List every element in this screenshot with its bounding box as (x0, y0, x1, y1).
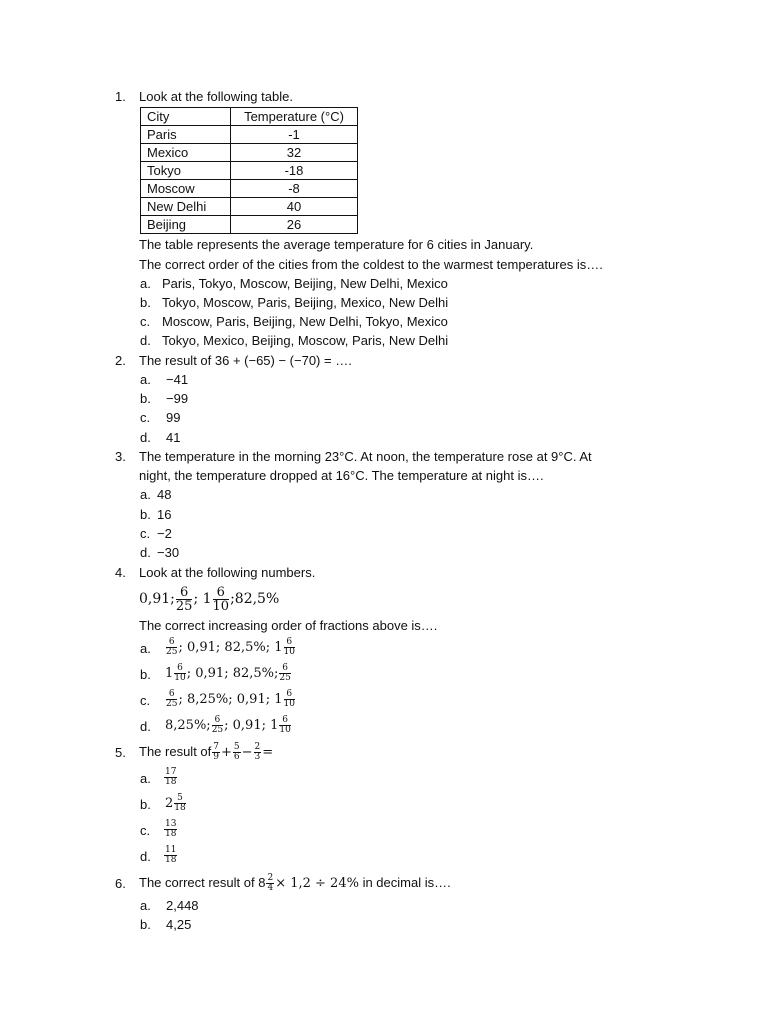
numerator: 13 (165, 819, 177, 829)
numerator: 2 (267, 873, 274, 883)
operator: + (221, 745, 232, 760)
denominator: 18 (174, 803, 186, 813)
option-label: a. (140, 771, 151, 786)
denominator: 18 (165, 777, 177, 787)
numerator: 6 (212, 716, 223, 726)
option-text: 99 (166, 410, 181, 425)
table-cell-temperature: 26 (231, 216, 358, 234)
table-row (141, 216, 358, 234)
fraction (233, 743, 241, 762)
option-expression (163, 842, 178, 870)
option-text: Tokyo, Mexico, Beijing, Moscow, Paris, New Delhi (162, 333, 449, 348)
option-label: a. (140, 898, 151, 913)
question-text: The temperature in the morning 23°C. At noon, the temperature rose at 9°C. At (139, 449, 592, 464)
denominator: 25 (166, 647, 178, 657)
denominator: 3 (254, 752, 261, 762)
denominator: 10 (174, 673, 186, 683)
expression-text: × 1,2 ÷ 24% (275, 876, 359, 891)
percentage: ;82,5% (230, 591, 280, 607)
numerator: 5 (233, 742, 240, 752)
question-number: 3. (115, 449, 126, 464)
question-number: 6. (115, 876, 126, 891)
denominator: 9 (213, 752, 219, 762)
fraction (166, 638, 177, 657)
option-text: Tokyo, Moscow, Paris, Beijing, Mexico, New Delhi (162, 295, 449, 310)
option-text: −2 (157, 526, 172, 541)
option-label: a. (140, 276, 151, 291)
fraction (279, 716, 290, 735)
option-expression (163, 764, 178, 792)
option-label: a. (140, 372, 151, 387)
fraction (212, 716, 223, 735)
option-expression (163, 816, 178, 844)
whole-number: 2 (165, 796, 174, 811)
table-cell-temperature: 40 (231, 198, 358, 216)
fraction (279, 664, 290, 683)
table-row (141, 126, 358, 144)
question-number: 5. (115, 745, 126, 760)
numerator: 6 (279, 716, 290, 726)
numerator: 6 (213, 586, 230, 600)
question-text: The correct increasing order of fractions above is…. (139, 618, 438, 633)
fraction (212, 743, 220, 762)
option-expression (165, 634, 296, 662)
option-label: b. (140, 507, 151, 522)
option-text: 4,25 (166, 917, 192, 932)
numerator: 6 (174, 664, 185, 674)
option-label: b. (140, 391, 151, 406)
table-row (141, 162, 358, 180)
fraction (266, 874, 274, 893)
option-label: c. (140, 314, 151, 329)
fraction (176, 586, 193, 613)
table-cell-temperature: -1 (231, 126, 358, 144)
prompt-text: in decimal is…. (362, 875, 451, 890)
option-text: Moscow, Paris, Beijing, New Delhi, Tokyo, Mexico (162, 314, 448, 329)
fraction (284, 638, 295, 657)
option-label: d. (140, 430, 151, 445)
option-label: c. (140, 693, 151, 708)
table-cell-temperature: -8 (231, 180, 358, 198)
whole-number: 1 (202, 591, 212, 607)
option-text: ; 0,91; 82,5%; (186, 666, 279, 681)
denominator: 25 (175, 598, 193, 614)
table-row (141, 144, 358, 162)
table-cell-city: Tokyo (141, 162, 231, 180)
option-text: −99 (166, 391, 189, 406)
denominator: 10 (283, 699, 295, 709)
question-prompt (139, 738, 273, 767)
option-text: 16 (157, 507, 172, 522)
question-prompt: The result of 36 + (−65) − (−70) = …. (139, 353, 352, 368)
table-cell-city: Moscow (141, 180, 231, 198)
fraction (284, 690, 295, 709)
number-decimal: 0,91; (139, 591, 175, 607)
option-text: −41 (166, 372, 189, 387)
option-label: d. (140, 719, 151, 734)
fraction (164, 820, 177, 839)
option-label: d. (140, 849, 151, 864)
denominator: 10 (279, 725, 291, 735)
option-text: 48 (157, 487, 172, 502)
table-cell-city: Beijing (141, 216, 231, 234)
numerator: 6 (279, 664, 290, 674)
option-label: a. (140, 487, 151, 502)
option-expression (165, 790, 187, 818)
numerator: 11 (165, 845, 177, 855)
separator: ; (193, 591, 199, 607)
option-label: b. (140, 917, 151, 932)
column-header-city: City (141, 108, 231, 126)
column-header-temperature: Temperature (°C) (231, 108, 358, 126)
option-label: b. (140, 667, 151, 682)
fraction (164, 846, 177, 865)
question-number: 2. (115, 353, 126, 368)
fraction (166, 690, 177, 709)
table-row (141, 180, 358, 198)
table-cell-city: Mexico (141, 144, 231, 162)
prompt-text: The result of (139, 744, 212, 759)
option-expression (165, 660, 292, 688)
numerator: 2 (254, 742, 261, 752)
option-text: 41 (166, 430, 181, 445)
table-header-row (141, 108, 358, 126)
question-number: 1. (115, 89, 126, 104)
question-number: 4. (115, 565, 126, 580)
numerator: 17 (165, 767, 177, 777)
option-label: c. (140, 410, 151, 425)
fraction (213, 586, 230, 613)
number-list (139, 584, 279, 614)
denominator: 25 (211, 725, 224, 735)
operator: − (241, 745, 253, 760)
option-text: 8,25%; (165, 718, 211, 733)
option-text: ; 8,25%; 0,91; 1 (178, 692, 283, 707)
option-expression (165, 712, 292, 740)
operator: = (262, 745, 274, 760)
option-text: Paris, Tokyo, Moscow, Beijing, New Delhi, Mexico (162, 276, 448, 291)
numerator: 6 (284, 690, 295, 700)
fraction (254, 743, 262, 762)
question-prompt (139, 869, 451, 898)
option-label: d. (140, 333, 151, 348)
table-row (141, 198, 358, 216)
numerator: 6 (176, 586, 193, 600)
option-text: ; 0,91; 1 (224, 718, 279, 733)
fraction (174, 664, 185, 683)
numerator: 5 (174, 794, 185, 804)
option-label: d. (140, 545, 151, 560)
question-prompt: Look at the following table. (139, 89, 293, 104)
option-label: a. (140, 641, 151, 656)
option-expression (165, 686, 296, 714)
denominator: 4 (267, 883, 274, 893)
numerator: 6 (166, 690, 177, 700)
table-cell-temperature: 32 (231, 144, 358, 162)
denominator: 25 (279, 673, 291, 683)
option-label: b. (140, 295, 151, 310)
fraction (164, 768, 177, 787)
option-text: ; 0,91; 82,5%; 1 (178, 640, 283, 655)
question-prompt: Look at the following numbers. (139, 565, 316, 580)
denominator: 6 (233, 752, 240, 762)
option-text: −30 (157, 545, 180, 560)
option-label: b. (140, 797, 151, 812)
numerator: 6 (166, 638, 177, 648)
table-cell-city: New Delhi (141, 198, 231, 216)
temperature-table (140, 107, 358, 234)
table-cell-temperature: -18 (231, 162, 358, 180)
question-text: night, the temperature dropped at 16°C. The temperature at night is…. (139, 468, 544, 483)
denominator: 18 (165, 829, 177, 839)
denominator: 10 (283, 647, 295, 657)
fraction (174, 794, 185, 813)
denominator: 10 (212, 598, 230, 614)
question-text: The table represents the average temperature for 6 cities in January. (139, 237, 534, 252)
question-text: The correct order of the cities from the coldest to the warmest temperatures is…. (139, 257, 603, 272)
option-text: 2,448 (166, 898, 199, 913)
whole-number: 1 (165, 666, 174, 681)
denominator: 18 (165, 855, 177, 865)
numerator: 6 (284, 638, 295, 648)
prompt-text: The correct result of 8 (139, 875, 266, 890)
table-cell-city: Paris (141, 126, 231, 144)
option-label: c. (140, 823, 151, 838)
numerator: 7 (213, 742, 219, 752)
option-label: c. (140, 526, 151, 541)
denominator: 25 (166, 699, 178, 709)
